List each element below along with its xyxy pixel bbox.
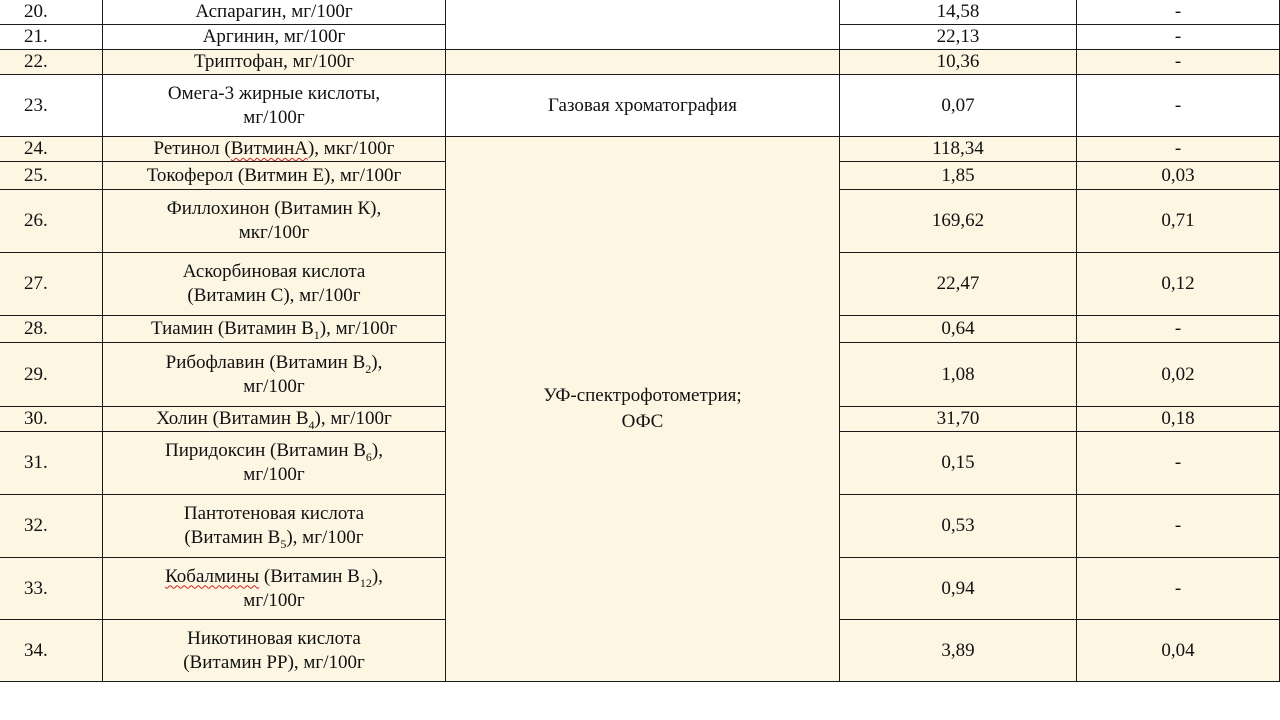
error-value: 0,12 <box>1077 253 1280 316</box>
parameter-name <box>103 137 446 162</box>
error-value: 0,02 <box>1077 343 1280 407</box>
parameter-text: ), <box>371 351 383 373</box>
parameter-text: ), мкг/100г <box>307 138 395 159</box>
subscript: 12 <box>359 575 372 590</box>
spellcheck-underlined-word: ВитминА <box>230 138 308 159</box>
row-number: 20. <box>0 0 103 25</box>
parameter-text: Холин (Витамин В <box>156 408 309 429</box>
subscript: 6 <box>365 449 372 464</box>
parameter-text: ), мг/100г <box>319 318 397 339</box>
parameter-text: ), <box>371 565 383 587</box>
parameter-name <box>103 495 446 558</box>
parameter-line-2: мг/100г <box>243 589 305 611</box>
error-value: 0,71 <box>1077 190 1280 253</box>
result-value: 1,08 <box>840 343 1077 407</box>
row-number: 30. <box>0 407 103 432</box>
method-line-1: УФ-спектрофотометрия; <box>543 385 742 406</box>
parameter-name <box>103 253 446 316</box>
row-number: 22. <box>0 50 103 75</box>
parameter-line-2: мг/100г <box>243 464 305 485</box>
row-number: 26. <box>0 190 103 253</box>
method-uv-spectrophotometry <box>446 137 840 682</box>
result-value: 22,13 <box>840 25 1077 50</box>
subscript: 5 <box>280 536 287 551</box>
result-value: 169,62 <box>840 190 1077 253</box>
error-value: - <box>1077 0 1280 25</box>
result-value: 22,47 <box>840 253 1077 316</box>
result-value: 14,58 <box>840 0 1077 25</box>
error-value: - <box>1077 558 1280 620</box>
row-number: 21. <box>0 25 103 50</box>
parameter-name <box>103 432 446 495</box>
result-value: 3,89 <box>840 620 1077 682</box>
error-value: 0,18 <box>1077 407 1280 432</box>
result-value: 0,53 <box>840 495 1077 558</box>
parameter-name <box>103 316 446 343</box>
result-value: 0,07 <box>840 75 1077 137</box>
parameter-line-2: мг/100г <box>243 375 305 397</box>
result-value: 1,85 <box>840 162 1077 190</box>
subscript: 4 <box>308 417 315 432</box>
row-number: 29. <box>0 343 103 407</box>
parameter-name: Триптофан, мг/100г <box>103 50 446 75</box>
method-cell-empty <box>446 0 840 50</box>
parameter-line-1: Омега-3 жирные кислоты, <box>167 82 381 104</box>
parameter-line-1: Филлохинон (Витамин К), <box>166 198 382 219</box>
parameter-name <box>103 190 446 253</box>
parameter-name <box>103 620 446 682</box>
row-number: 32. <box>0 495 103 558</box>
method-cell-empty <box>446 50 840 75</box>
table-row <box>0 75 1280 137</box>
subscript: 1 <box>313 327 320 342</box>
parameter-name <box>103 558 446 620</box>
result-value: 118,34 <box>840 137 1077 162</box>
parameter-text: ), <box>371 440 383 461</box>
parameter-name <box>103 75 446 137</box>
method-gas-chromatography: Газовая хроматография <box>446 75 840 137</box>
result-value: 0,64 <box>840 316 1077 343</box>
table-row <box>0 0 1280 25</box>
row-number: 31. <box>0 432 103 495</box>
parameter-line-2: мг/100г <box>243 106 305 128</box>
error-value: - <box>1077 50 1280 75</box>
parameter-line-2: мкг/100г <box>238 222 310 243</box>
parameter-text: Рибофлавин (Витамин В <box>165 351 366 373</box>
parameter-text: Тиамин (Витамин В <box>151 318 314 339</box>
parameter-line-1: Никотиновая кислота <box>187 627 361 649</box>
parameter-text: (Витамин В <box>259 565 360 587</box>
parameter-text: Ретинол ( <box>153 138 231 159</box>
row-number: 33. <box>0 558 103 620</box>
row-number: 34. <box>0 620 103 682</box>
parameter-name: Аспарагин, мг/100г <box>103 0 446 25</box>
result-value: 0,94 <box>840 558 1077 620</box>
error-value: - <box>1077 495 1280 558</box>
row-number: 28. <box>0 316 103 343</box>
result-value: 0,15 <box>840 432 1077 495</box>
result-value: 10,36 <box>840 50 1077 75</box>
parameter-name <box>103 343 446 407</box>
parameter-name: Токоферол (Витмин Е), мг/100г <box>103 162 446 190</box>
parameter-line-1: Аскорбиновая кислота <box>182 261 366 282</box>
parameter-text: ), мг/100г <box>286 527 364 548</box>
row-number: 25. <box>0 162 103 190</box>
parameter-name <box>103 407 446 432</box>
row-number: 23. <box>0 75 103 137</box>
parameter-name: Аргинин, мг/100г <box>103 25 446 50</box>
parameter-text: (Витамин В <box>184 527 281 548</box>
parameter-text: Пиридоксин (Витамин В <box>165 440 366 461</box>
table-row <box>0 137 1280 162</box>
error-value: 0,03 <box>1077 162 1280 190</box>
row-number: 27. <box>0 253 103 316</box>
error-value: - <box>1077 137 1280 162</box>
parameter-line-1: Пантотеновая кислота <box>183 503 365 524</box>
error-value: - <box>1077 432 1280 495</box>
parameter-line-2: (Витамин РР), мг/100г <box>183 651 365 673</box>
parameter-text: ), мг/100г <box>314 408 392 429</box>
table-row <box>0 50 1280 75</box>
spellcheck-underlined-word: Кобалмины <box>165 565 260 587</box>
result-value: 31,70 <box>840 407 1077 432</box>
error-value: - <box>1077 25 1280 50</box>
parameter-line-2: (Витамин С), мг/100г <box>187 285 361 306</box>
subscript: 2 <box>365 361 372 376</box>
row-number: 24. <box>0 137 103 162</box>
error-value: - <box>1077 75 1280 137</box>
error-value: - <box>1077 316 1280 343</box>
error-value: 0,04 <box>1077 620 1280 682</box>
method-line-2: ОФС <box>621 411 664 432</box>
